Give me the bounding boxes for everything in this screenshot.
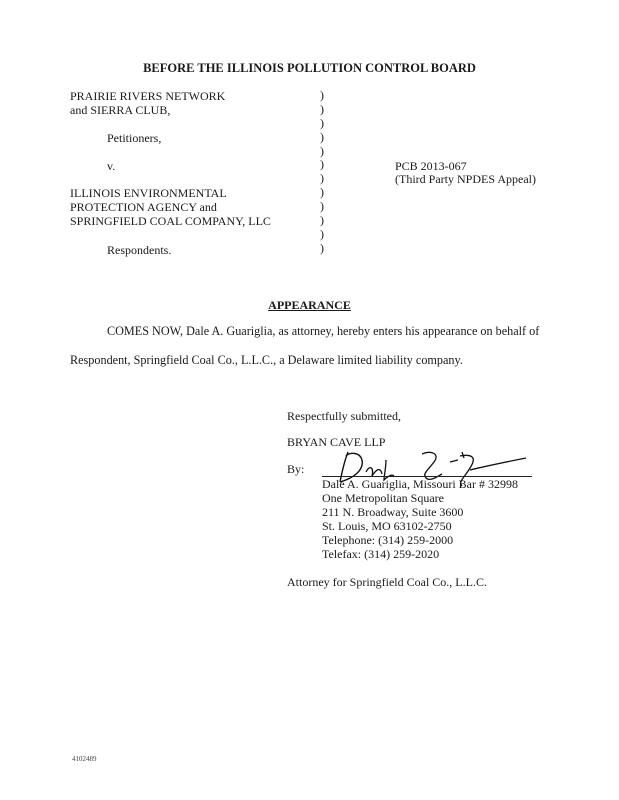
caption-bracket: )	[320, 171, 324, 186]
petitioners-label: Petitioners,	[107, 131, 162, 145]
address-line-3: St. Louis, MO 63102-2750	[322, 519, 452, 533]
case-type: (Third Party NPDES Appeal)	[395, 172, 536, 186]
address-line-1: One Metropolitan Square	[322, 491, 444, 505]
by-label: By:	[287, 462, 305, 476]
caption-bracket: )	[320, 115, 324, 130]
attorney-name-bar: Dale A. Guariglia, Missouri Bar # 32998	[322, 477, 518, 491]
petitioner-line-1: PRAIRIE RIVERS NETWORK	[70, 89, 226, 103]
law-firm: BRYAN CAVE LLP	[287, 435, 386, 449]
caption-bracket: )	[320, 157, 324, 172]
caption-bracket: )	[320, 240, 324, 255]
caption-bracket: )	[320, 129, 324, 144]
case-number: PCB 2013-067	[395, 159, 467, 173]
body-line-2: Respondent, Springfield Coal Co., L.L.C., a Delaware limited liability company.	[70, 353, 463, 367]
respondent-line-3: SPRINGFIELD COAL COMPANY, LLC	[70, 214, 271, 228]
caption-bracket: )	[320, 213, 324, 228]
attorney-for: Attorney for Springfield Coal Co., L.L.C.	[287, 575, 487, 589]
caption-bracket: )	[320, 101, 324, 116]
caption-bracket-column	[320, 89, 330, 256]
respondent-line-2: PROTECTION AGENCY and	[70, 200, 217, 214]
telefax: Telefax: (314) 259-2020	[322, 547, 440, 561]
body-line-1: COMES NOW, Dale A. Guariglia, as attorney, hereby enters his appearance on behalf of	[107, 324, 540, 338]
caption-bracket: )	[320, 199, 324, 214]
caption-bracket: )	[320, 226, 324, 241]
respondent-line-1: ILLINOIS ENVIRONMENTAL	[70, 186, 227, 200]
respondents-label: Respondents.	[107, 243, 172, 257]
closing: Respectfully submitted,	[287, 409, 401, 423]
board-title: BEFORE THE ILLINOIS POLLUTION CONTROL BOARD	[143, 61, 476, 75]
caption-bracket: )	[320, 185, 324, 200]
caption-bracket: )	[320, 143, 324, 158]
caption-bracket: )	[320, 88, 324, 102]
versus-label: v.	[107, 159, 116, 173]
address-line-2: 211 N. Broadway, Suite 3600	[322, 505, 464, 519]
telephone: Telephone: (314) 259-2000	[322, 533, 454, 547]
petitioner-line-2: and SIERRA CLUB,	[70, 103, 171, 117]
footer-doc-code: 4102489	[72, 755, 97, 763]
appearance-heading: APPEARANCE	[268, 298, 351, 312]
